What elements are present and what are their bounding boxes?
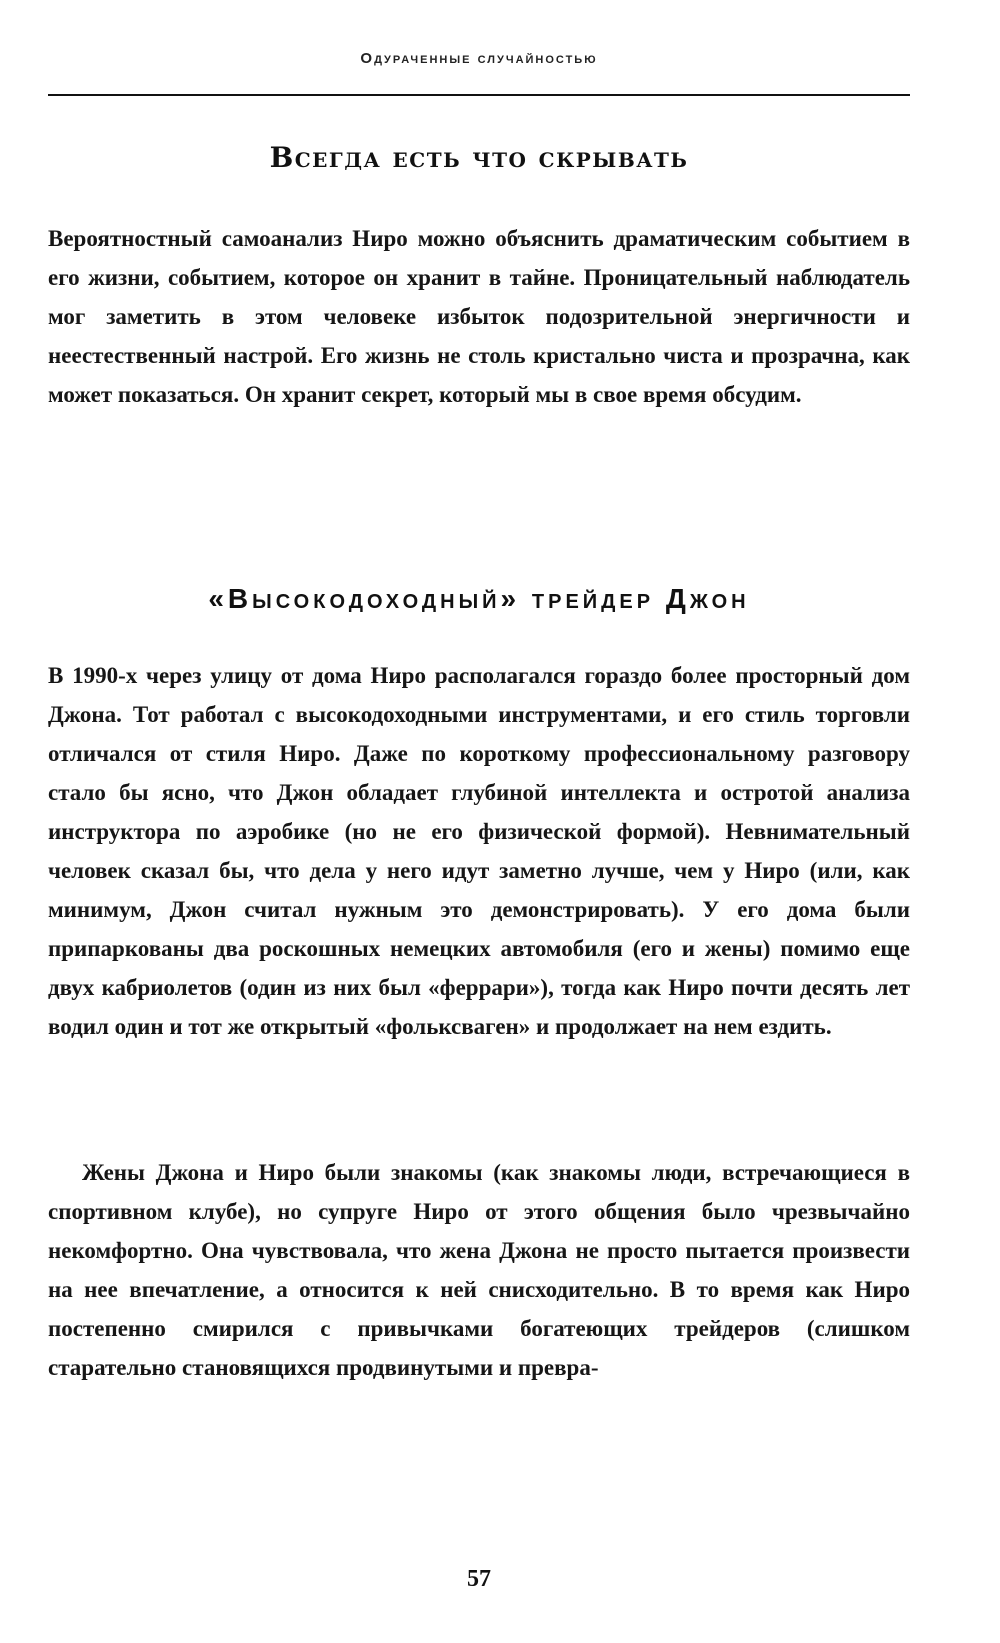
section-title-2: «Высокодоходный» трейдер Джон <box>208 583 750 614</box>
section-2-paragraph-2: Жены Джона и Ниро были знакомы (как знакомы люди, встречающиеся в спортивном клубе), но супруге Ниро от этого общения было чрезвычайно некомфортно. Она чувствовала, что жена Джона не просто пытается произвести на нее впечатление, а относится к ней снисходительно. В то время как Ниро постепенно смирился с привычками богатеющих трейдеров (слишком старательно становящихся продвинутыми и превра- <box>48 1160 910 1380</box>
header-rule <box>48 94 910 96</box>
running-head: Одураченные случайностью <box>360 50 598 67</box>
book-page <box>48 0 910 1643</box>
section-2-paragraph-1: В 1990-х через улицу от дома Ниро располагался гораздо более просторный дом Джона. Тот работал с высокодоходными инструментами, и его стиль торговли отличался от стиля Ниро. Даже по короткому профессиональному разговору стало бы ясно, что Джон обладает глубиной интеллекта и остротой анализа инструктора по аэробике (но не его физической формой). Невнимательный человек сказал бы, что дела у него идут заметно лучше, чем у Ниро (или, как минимум, Джон считал нужным это демонстрировать). У его дома были припаркованы два роскошных немецких автомобиля (его и жены) помимо еще двух кабриолетов (один из них был «феррари»), тогда как Ниро почти десять лет водил один и тот же открытый «фольксваген» и продолжает на нем ездить. <box>48 663 910 1039</box>
page-number: 57 <box>467 1566 491 1592</box>
section-1-paragraph-1: Вероятностный самоанализ Ниро можно объяснить драматическим событием в его жизни, событием, которое он хранит в тайне. Проницательный наблюдатель мог заметить в этом человеке избыток подозрительной энергичности и неестественный настрой. Его жизнь не столь кристально чиста и прозрачна, как может показаться. Он хранит секрет, который мы в свое время обсудим. <box>48 226 910 407</box>
section-title-1: Всегда есть что скрывать <box>269 141 689 174</box>
